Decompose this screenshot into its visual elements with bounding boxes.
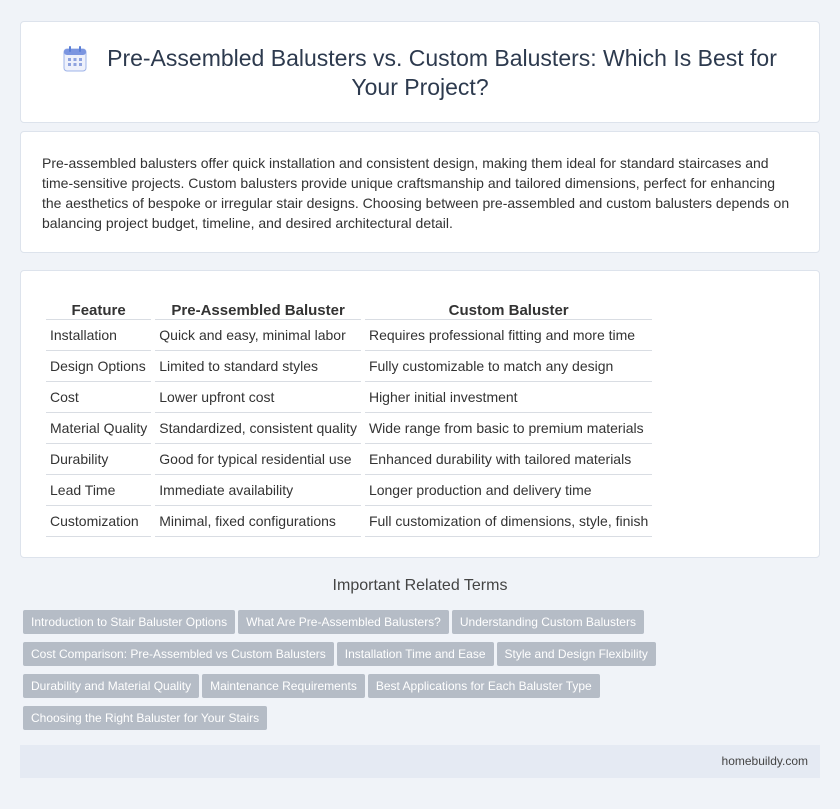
header-pre-assembled: Pre-Assembled Baluster [155, 291, 361, 320]
header-card [20, 21, 820, 123]
header-feature: Feature [46, 291, 151, 320]
related-terms-heading: Important Related Terms [332, 577, 508, 594]
related-term-link[interactable]: Best Applications for Each Baluster Type [368, 674, 600, 698]
table-cell: Material Quality [46, 413, 151, 444]
table-cell: Minimal, fixed configurations [155, 506, 361, 537]
table-row [46, 444, 652, 475]
comparison-table [42, 291, 656, 537]
table-cell: Wide range from basic to premium materials [365, 413, 652, 444]
table-cell: Higher initial investment [365, 382, 652, 413]
table-cell: Installation [46, 320, 151, 351]
footer-site-link[interactable]: homebuildy.com [721, 754, 808, 768]
calendar-icon [63, 46, 87, 72]
table-cell: Fully customizable to match any design [365, 351, 652, 382]
header-custom: Custom Baluster [365, 291, 652, 320]
table-row [46, 320, 652, 351]
related-term-link[interactable]: Introduction to Stair Baluster Options [23, 610, 235, 634]
table-cell: Quick and easy, minimal labor [155, 320, 361, 351]
related-term-link[interactable]: Maintenance Requirements [202, 674, 365, 698]
table-cell: Lower upfront cost [155, 382, 361, 413]
table-cell: Customization [46, 506, 151, 537]
related-terms-list [23, 610, 813, 738]
table-cell: Requires professional fitting and more time [365, 320, 652, 351]
related-term-link[interactable]: Cost Comparison: Pre-Assembled vs Custom Balusters [23, 642, 334, 666]
related-term-link[interactable]: What Are Pre-Assembled Balusters? [238, 610, 449, 634]
related-term-link[interactable]: Style and Design Flexibility [497, 642, 656, 666]
table-row [46, 475, 652, 506]
related-term-link[interactable]: Durability and Material Quality [23, 674, 199, 698]
table-row [46, 382, 652, 413]
table-cell: Limited to standard styles [155, 351, 361, 382]
related-term-link[interactable]: Installation Time and Ease [337, 642, 494, 666]
footer [20, 745, 820, 778]
table-cell: Standardized, consistent quality [155, 413, 361, 444]
table-header-row [46, 291, 652, 320]
intro-card [20, 131, 820, 253]
page-title: Pre-Assembled Balusters vs. Custom Balusters: Which Is Best for Your Project? [107, 45, 777, 100]
related-term-link[interactable]: Understanding Custom Balusters [452, 610, 644, 634]
table-cell: Lead Time [46, 475, 151, 506]
table-cell: Full customization of dimensions, style, finish [365, 506, 652, 537]
intro-paragraph: Pre-assembled balusters offer quick installation and consistent design, making them ideal for standard staircases and time-sensitive projects. Custom balusters provide unique craftsmanship and tailored dimensions, perfect for enhancing the aesthetics of bespoke or irregular stair designs. Choosing between pre-assembled and custom balusters depends on balancing project budget, timeline, and desired architectural detail. [42, 155, 790, 231]
table-cell: Durability [46, 444, 151, 475]
comparison-card [20, 270, 820, 558]
table-cell: Enhanced durability with tailored materials [365, 444, 652, 475]
table-cell: Immediate availability [155, 475, 361, 506]
table-row [46, 506, 652, 537]
table-cell: Design Options [46, 351, 151, 382]
table-cell: Good for typical residential use [155, 444, 361, 475]
table-cell: Cost [46, 382, 151, 413]
related-term-link[interactable]: Choosing the Right Baluster for Your Stairs [23, 706, 267, 730]
table-row [46, 413, 652, 444]
table-row [46, 351, 652, 382]
title-wrap [21, 44, 819, 102]
table-cell: Longer production and delivery time [365, 475, 652, 506]
